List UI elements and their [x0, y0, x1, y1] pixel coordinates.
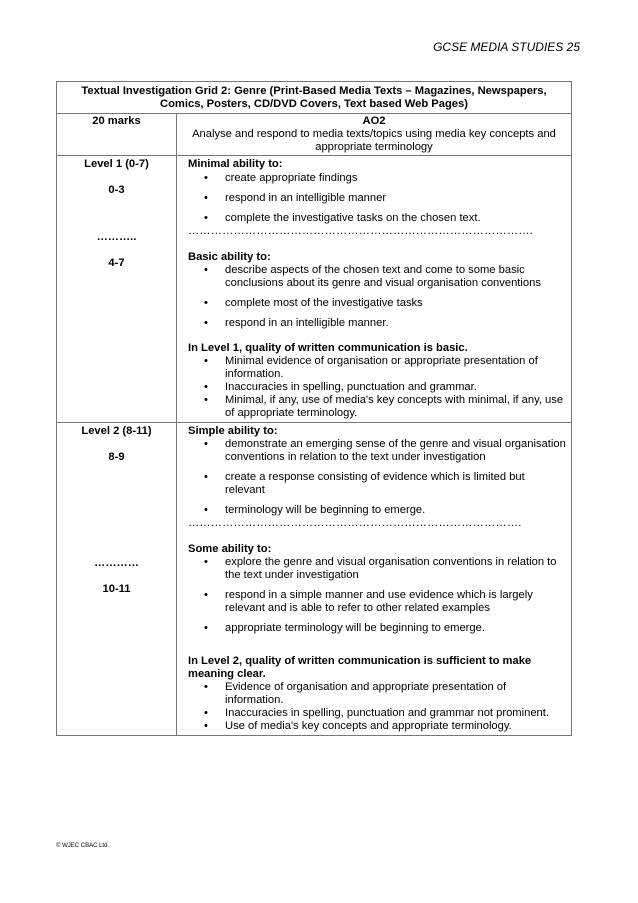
level-1-band-high: 4-7 — [108, 257, 125, 269]
level-1-label: Level 1 (0-7) — [84, 158, 149, 170]
list-item: • Use of media's key concepts and appropriate terminology. — [188, 720, 567, 733]
level-2-qwc-list — [188, 681, 567, 733]
ao-code: AO2 — [362, 115, 386, 127]
level-1-row — [57, 156, 572, 423]
ao-description: Analyse and respond to media texts/topics using media key concepts and appropriate terminology — [192, 128, 556, 153]
level-2-band-low: 8-9 — [108, 451, 125, 463]
basic-ability-list — [188, 264, 567, 330]
level-1-band-separator: ……….. — [96, 231, 137, 243]
level-2-marks — [57, 423, 177, 736]
list-item: • create a response consisting of evidence which is limited but relevant — [188, 471, 567, 497]
list-item: • complete most of the investigative tasks — [188, 297, 567, 310]
list-item: • respond in an intelligible manner. — [188, 317, 567, 330]
minimal-ability-list — [188, 172, 567, 225]
level-1-descriptors — [177, 156, 572, 423]
list-item: • Inaccuracies in spelling, punctuation and grammar. — [188, 381, 567, 394]
list-item: • complete the investigative tasks on the chosen text. — [188, 212, 567, 225]
list-item: • terminology will be beginning to emerge. — [188, 504, 567, 517]
basic-ability-heading: Basic ability to: — [188, 251, 271, 263]
list-item: • appropriate terminology will be beginning to emerge. — [188, 622, 567, 635]
level-2-divider: ……………………………………………………………………………. — [188, 517, 522, 529]
grid-title: Textual Investigation Grid 2: Genre (Print-Based Media Texts – Magazines, Newspapers, Comics, Posters, CD/DVD Covers, Text based Web Pages) — [57, 82, 572, 114]
level-1-band-low: 0-3 — [108, 184, 125, 196]
level-2-band-high: 10-11 — [102, 583, 131, 595]
marks-label: 20 marks — [57, 114, 177, 156]
list-item: • describe aspects of the chosen text and come to some basic conclusions about its genre and visual organisation conventions — [188, 264, 567, 290]
list-item: • respond in a simple manner and use evidence which is largely relevant and is able to refer to other related examples — [188, 589, 567, 615]
level-2-qwc-heading: In Level 2, quality of written communication is sufficient to make meaning clear. — [188, 655, 532, 680]
simple-ability-heading: Simple ability to: — [188, 425, 278, 437]
list-item: • Minimal, if any, use of media's key concepts with minimal, if any, use of appropriate terminology. — [188, 394, 567, 420]
level-2-descriptors — [177, 423, 572, 736]
level-1-qwc-heading: In Level 1, quality of written communication is basic. — [188, 342, 468, 354]
list-item: • Evidence of organisation and appropriate presentation of information. — [188, 681, 567, 707]
list-item: • explore the genre and visual organisation conventions in relation to the text under investigation — [188, 556, 567, 582]
assessment-objective — [177, 114, 572, 156]
title-row — [57, 82, 572, 114]
level-1-marks — [57, 156, 177, 423]
list-item: • create appropriate findings — [188, 172, 567, 185]
list-item: • Inaccuracies in spelling, punctuation and grammar not prominent. — [188, 707, 567, 720]
simple-ability-list — [188, 438, 567, 517]
level-2-row — [57, 423, 572, 736]
list-item: • demonstrate an emerging sense of the genre and visual organisation conventions in relation to the text under investigation — [188, 438, 567, 464]
criteria-row — [57, 114, 572, 156]
level-2-band-separator: ………… — [94, 557, 139, 569]
some-ability-list — [188, 556, 567, 635]
level-1-divider: ………………………………………………………………………………. — [188, 225, 533, 237]
copyright-footer: © WJEC CBAC Ltd. — [56, 843, 110, 849]
list-item: • Minimal evidence of organisation or appropriate presentation of information. — [188, 355, 567, 381]
list-item: • respond in an intelligible manner — [188, 192, 567, 205]
some-ability-heading: Some ability to: — [188, 543, 272, 555]
level-2-label: Level 2 (8-11) — [81, 425, 152, 437]
page-header: GCSE MEDIA STUDIES 25 — [433, 40, 580, 54]
minimal-ability-heading: Minimal ability to: — [188, 158, 283, 170]
level-1-qwc-list — [188, 355, 567, 420]
assessment-grid — [56, 81, 572, 736]
